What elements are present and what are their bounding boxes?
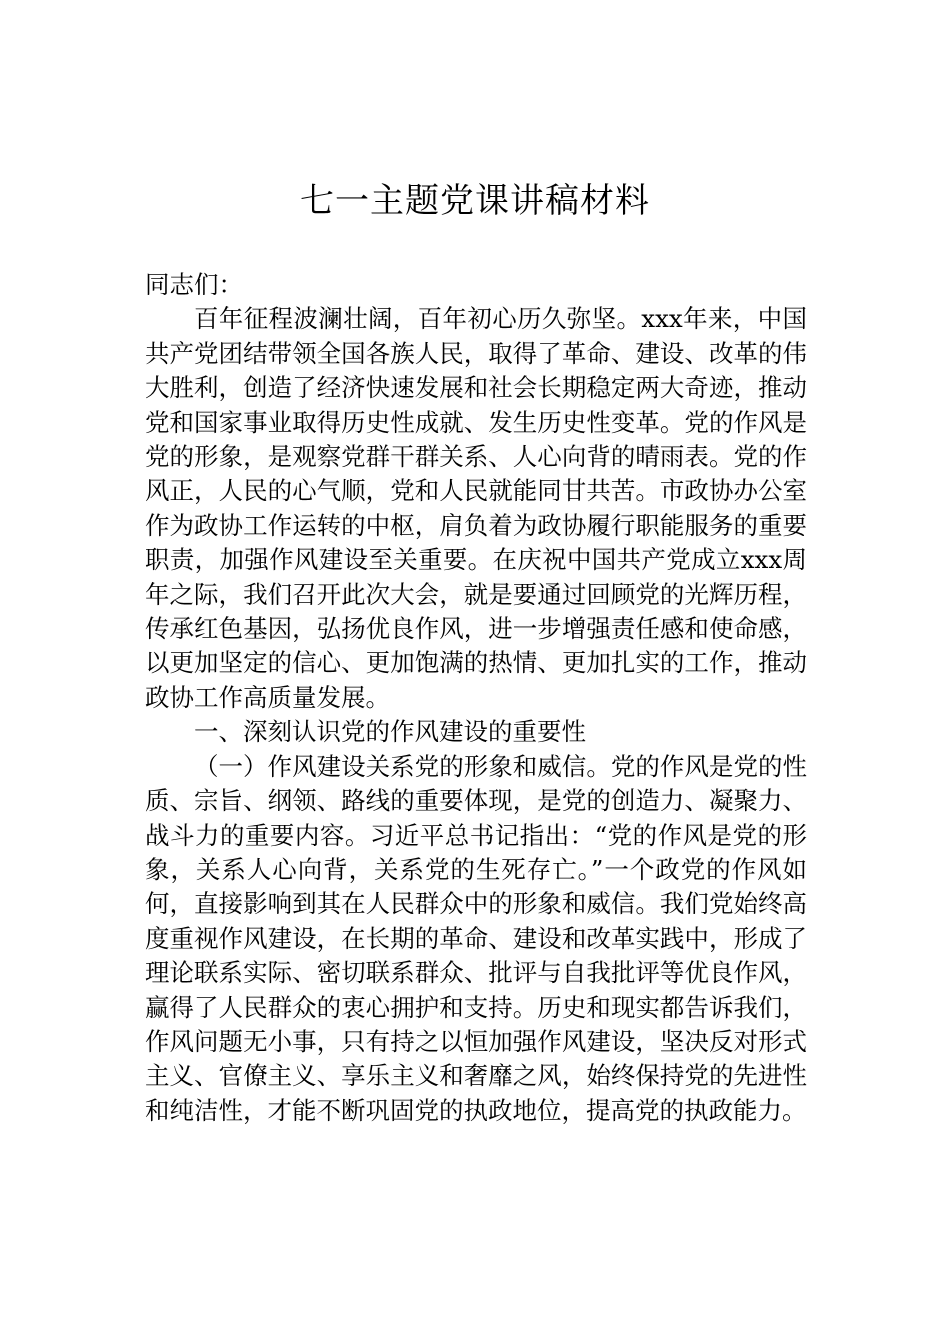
intro-paragraph: 百年征程波澜壮阔，百年初心历久弥坚。xxx年来，中国共产党团结带领全国各族人民，取得了革命、建设、改革的伟大胜利，创造了经济快速发展和社会长期稳定两大奇迹，推动党和国家事业取得历史性成就、发生历史性变革。党的作风是党的形象，是观察党群干群关系、人心向背的晴雨表。党的作风正，人民的心气顺，党和人民就能同甘共苦。市政协办公室作为政协工作运转的中枢，肩负着为政协履行职能服务的重要职责，加强作风建设至关重要。在庆祝中国共产党成立xxx周年之际，我们召开此次大会，就是要通过回顾党的光辉历程，传承红色基因，弘扬优良作风，进一步增强责任感和使命感，以更加坚定的信心、更加饱满的热情、更加扎实的工作，推动政协工作高质量发展。	[145, 304, 807, 712]
salutation: 同志们：	[145, 270, 243, 299]
document-body	[145, 268, 807, 1128]
document-title: 七一主题党课讲稿材料	[300, 181, 650, 221]
subsection-paragraph: （一）作风建设关系党的形象和威信。党的作风是党的性质、宗旨、纲领、路线的重要体现，是党的创造力、凝聚力、战斗力的重要内容。习近平总书记指出：“党的作风是党的形象，关系人心向背，关系党的生死存亡。”一个政党的作风如何，直接影响到其在人民群众中的形象和威信。我们党始终高度重视作风建设，在长期的革命、建设和改革实践中，形成了理论联系实际、密切联系群众、批评与自我批评等优良作风，赢得了人民群众的衷心拥护和支持。历史和现实都告诉我们，作风问题无小事，只有持之以恒加强作风建设，坚决反对形式主义、官僚主义、享乐主义和奢靡之风，始终保持党的先进性和纯洁性，才能不断巩固党的执政地位，提高党的执政能力。	[145, 751, 807, 1125]
section-heading: 一、深刻认识党的作风建设的重要性	[194, 717, 586, 747]
